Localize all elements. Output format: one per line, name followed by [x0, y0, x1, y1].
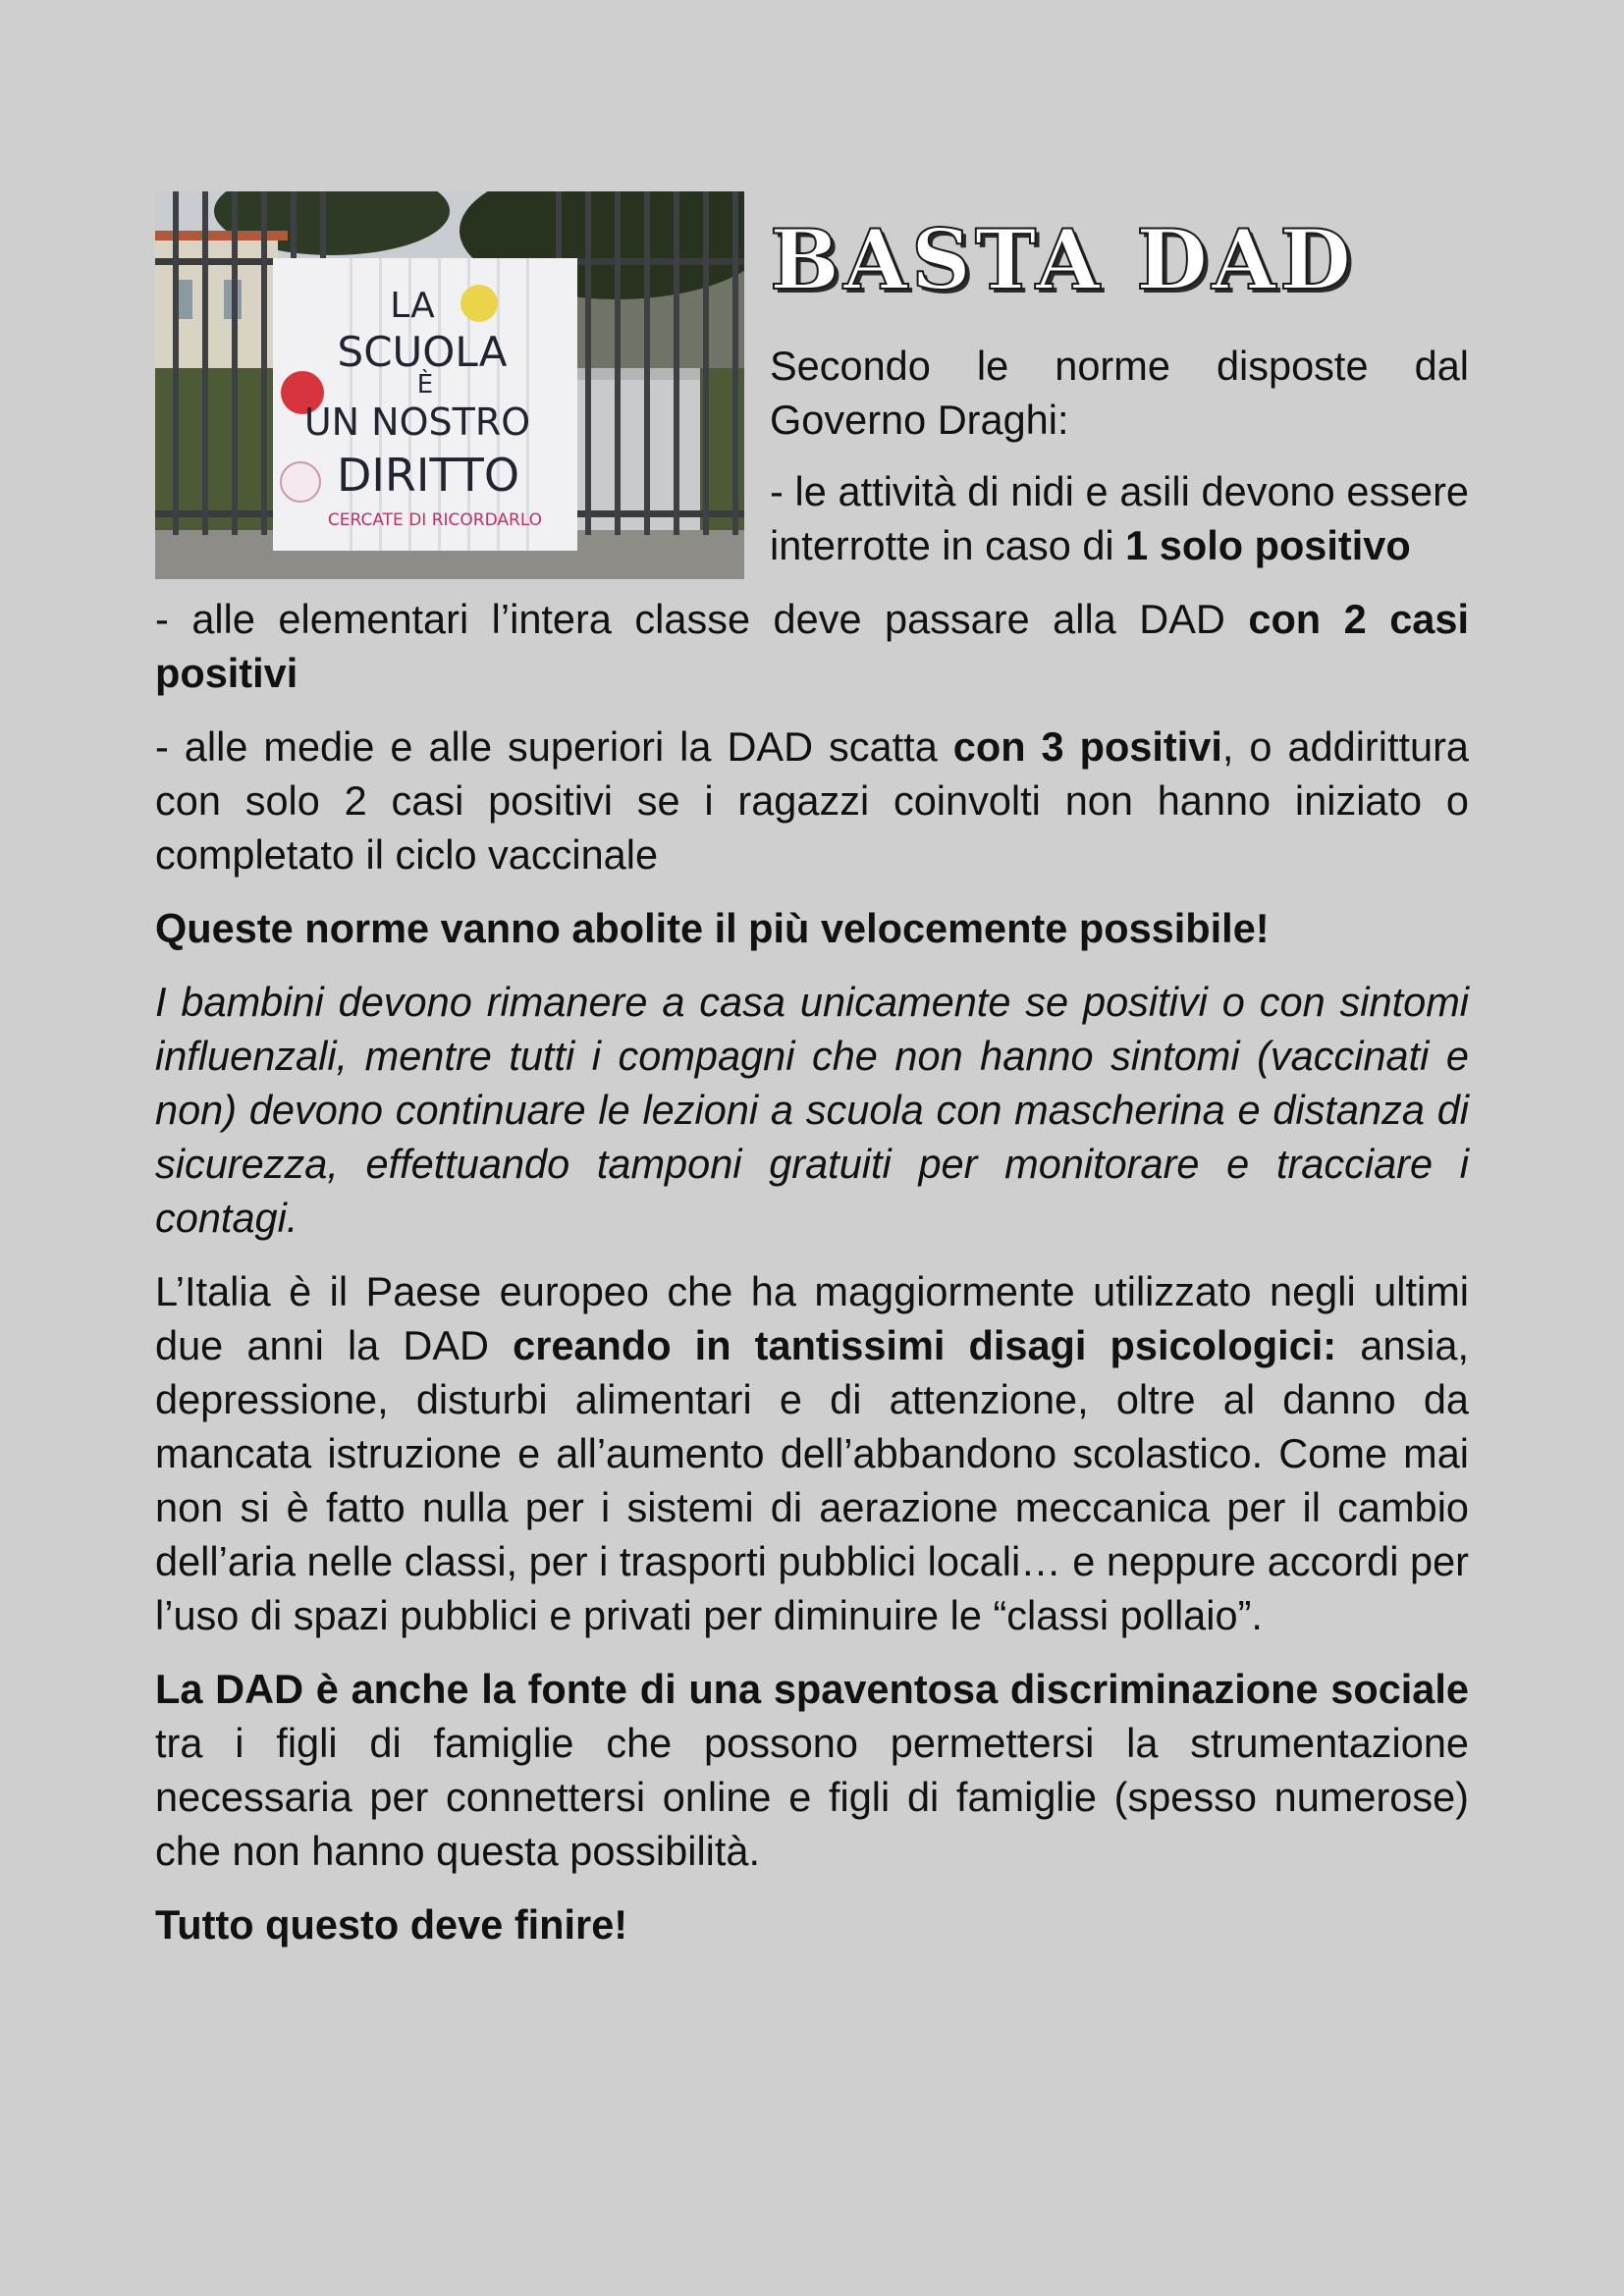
rule-elementari	[155, 592, 1469, 700]
sign-line-1: LA	[390, 286, 435, 326]
closing-statement: Tutto questo deve finire!	[155, 1901, 628, 1948]
italy-text-before: L’Italia è il Paese europeo che ha maggiormente utilizzato negli ultimi due anni la DAD	[155, 1268, 1469, 1368]
italy-bold: creando in tantissimi disagi psicologici:	[513, 1322, 1337, 1368]
sign-line-4: UN NOSTRO	[303, 400, 531, 444]
rule-nidi-bold: 1 solo positivo	[1125, 522, 1411, 568]
discrimination-paragraph	[155, 1662, 1469, 1878]
sign-line-3: È	[416, 370, 434, 400]
rule-nidi-text: - le attività di nidi e asili devono essere interrotte in caso di	[770, 468, 1469, 568]
rule-medie-text-after: , o addirittura con solo 2 casi positivi se i ragazzi coinvolti non hanno iniziato o completato il ciclo vaccinale	[155, 723, 1469, 878]
italy-paragraph	[155, 1264, 1469, 1642]
rule-medie-text-before: - alle medie e alle superiori la DAD scatta	[155, 723, 953, 770]
rule-elementari-bold: con 2 casi positivi	[155, 596, 1469, 696]
document-page	[155, 191, 1469, 1971]
rule-medie-bold: con 3 positivi	[952, 723, 1222, 770]
rule-elementari-text: - alle elementari l’intera classe deve passare alla DAD	[155, 596, 1249, 642]
page-title: BASTA DAD	[770, 211, 1356, 308]
sign-line-2: SCUOLA	[337, 328, 508, 376]
call-to-action: Queste norme vanno abolite il più velocemente possibile!	[155, 905, 1270, 951]
protest-sign-photo	[155, 191, 744, 579]
italic-paragraph: I bambini devono rimanere a casa unicamente se positivi o con sintomi influenzali, mentre tutti i compagni che non hanno sintomi (vaccinati e non) devono continuare le lezioni a scuola con mascherina e distanza di sicurezza, effettuando tamponi gratuiti per monitorare e tracciare i contagi.	[155, 979, 1469, 1241]
discrimination-bold: La DAD è anche la fonte di una spaventosa discriminazione sociale	[155, 1666, 1469, 1712]
italy-text-after: ansia, depressione, disturbi alimentari e di attenzione, oltre al danno da mancata istruzione e all’aumento dell’abbandono scolastico. Come mai non si è fatto nulla per i sistemi di aerazione meccanica per il cambio dell’aria nelle classi, per i trasporti pubblici locali… e neppure accordi per l’uso di spazi pubblici e privati per diminuire le “classi pollaio”.	[155, 1322, 1470, 1638]
discrimination-text-after: tra i figli di famiglie che possono permettersi la strumentazione necessaria per connettersi online e figli di famiglie (spesso numerose) che non hanno questa possibilità.	[155, 1720, 1469, 1874]
rule-medie-superiori	[155, 720, 1469, 881]
intro-text: Secondo le norme disposte dal Governo Draghi:	[770, 343, 1469, 443]
sign-line-5: DIRITTO	[336, 449, 520, 502]
sign-footer: CERCATE DI RICORDARLO	[327, 510, 543, 530]
